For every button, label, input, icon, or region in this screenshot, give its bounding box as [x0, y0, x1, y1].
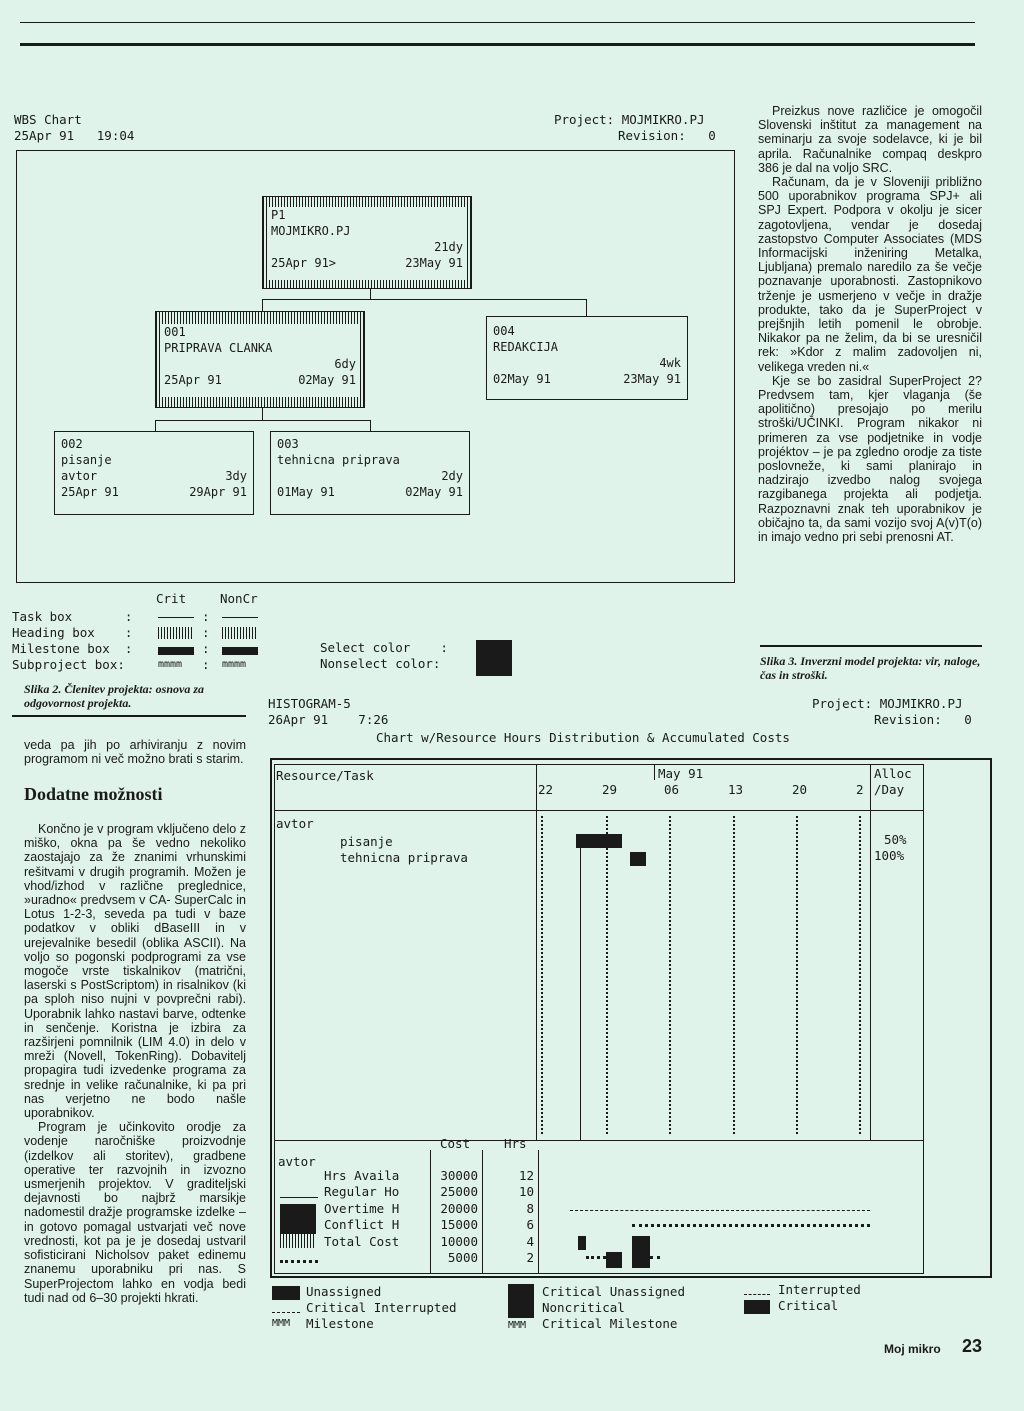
wbs-node-duration: 21dy — [434, 240, 463, 254]
hrs-axis-tick: 2 — [526, 1250, 534, 1265]
legend-swatch-crit-int — [272, 1312, 300, 1313]
legend-swatch-overtime — [280, 1234, 316, 1248]
legend-interrupted: Interrupted — [778, 1282, 861, 1297]
legend-unassigned: Unassigned — [306, 1284, 382, 1299]
wbs-node-003 — [270, 431, 470, 515]
cost-axis-tick: 25000 — [440, 1184, 478, 1200]
legend-milestone: Milestone box : — [12, 641, 133, 656]
legend-task-crit — [158, 617, 194, 618]
caption-rule — [760, 645, 982, 647]
select-color-swatch — [476, 640, 512, 676]
legend-swatch-interrupted — [744, 1294, 770, 1295]
legend-subproject-crit: mmmm — [158, 659, 183, 670]
hist-day: 20 — [792, 782, 808, 797]
hist-alloc: Alloc — [874, 766, 912, 781]
wbs-node-name: tehnicna priprava — [277, 453, 400, 467]
hist-divider — [274, 810, 924, 811]
paragraph: Preizkus nove različice je omogočil Slovenski inštitut za management na seminarju za svoje sodelavce, ki je bil aprila. Računalnike compaq deskpro 386 je dal na voljo SRC. — [758, 104, 982, 175]
wbs-node-top — [262, 196, 472, 289]
connector — [155, 420, 156, 431]
left-column-text — [24, 822, 246, 1305]
wbs-node-name: MOJMIKRO.PJ — [271, 224, 351, 238]
hist-gridline — [606, 816, 608, 1134]
legend-nonselect-color: Nonselect color: — [320, 656, 441, 671]
connector — [370, 420, 371, 431]
legend-line-hrs — [280, 1197, 318, 1198]
cost-axis-tick: 20000 — [440, 1200, 478, 1216]
hist-title: HISTOGRAM-5 — [268, 696, 351, 711]
hrs-available-line — [570, 1210, 870, 1211]
hrs-axis-tick: 8 — [526, 1200, 534, 1216]
connector — [586, 299, 587, 316]
hist-divider — [482, 1150, 483, 1274]
connector — [262, 299, 263, 311]
legend-swatch-crit-milestone: MMM — [508, 1320, 527, 1331]
paragraph: Kje se bo zasidral SuperProject 2? Predvsem tam, kjer vlaganja (še apolitično) presojajo po merilu stroški/UČINKI. Program nikakor ni primeren za vse podjetnike in vodje projéktov – je pa zgledno orodje za tiste poslovneže, ki sami planirajo in nadzirajo izvedbo nalog svojega razgibanega projekta ali podjetja. Razpoznavni znak teh uporabnikov je običajno ta, da sami vozijo svoj A(v)T(o) in imajo vedno pri sebi prenosni AT. — [758, 373, 982, 545]
legend-line-total — [280, 1260, 318, 1263]
wbs-revision: Revision: 0 — [618, 128, 716, 143]
legend-noncritical: Noncritical — [542, 1300, 625, 1315]
paragraph: Program je učinkovito orodje za vodenje naročniške proizvodnje (izdelkov ali storitev), gradbene operative ter razvojnih in izvozno usmerjenih projektov. V graditeljski dejavnosti bo najbrž marsikje nadomestil dražje programske izdelke – in gotovo pomagal ustvarjati več nove vrednosti, kot pa je je dosedaj ustvaril sofisticirani Nicholsov paket edinemu znanemu uporabniku pri nas. S SuperProjectom lahko en vodja bedi tudi nad od 6–30 projekti hkrati. — [24, 1120, 246, 1305]
connector — [262, 408, 263, 420]
figure-caption-2: Slika 2. Členitev projekta: osnova za odgovornost projekta. — [24, 682, 204, 710]
legend-select-color: Select color : — [320, 640, 448, 655]
legend-subproject-noncr: mmmm — [222, 659, 247, 670]
legend-colon: : — [202, 625, 210, 640]
histogram-bar — [632, 1236, 650, 1268]
wbs-node-duration: 3dy — [225, 469, 247, 483]
hist-task-alloc: 100% — [874, 848, 905, 863]
connector — [370, 289, 371, 299]
hrs-axis-tick: 4 — [526, 1233, 534, 1249]
wbs-date: 25Apr 91 19:04 — [14, 128, 135, 143]
wbs-node-duration: 4wk — [659, 356, 681, 370]
legend-swatch-regular — [280, 1204, 316, 1234]
legend-noncr: NonCr — [220, 591, 258, 606]
histogram-bar — [606, 1252, 622, 1268]
cost-axis-tick: 30000 — [440, 1168, 478, 1183]
hist-divider — [274, 1140, 924, 1141]
hist-day: 2 — [856, 782, 864, 797]
wbs-node-id: 001 — [164, 325, 186, 339]
legend-task: Task box : — [12, 609, 133, 624]
wbs-node-name: REDAKCIJA — [493, 340, 559, 354]
total-cost-line — [650, 1256, 660, 1259]
wbs-project: Project: MOJMIKRO.PJ — [554, 112, 705, 127]
wbs-node-end: 23May 91 — [405, 256, 463, 270]
legend-colon: : — [202, 609, 210, 624]
hist-divider — [430, 1150, 431, 1274]
wbs-node-end: 23May 91 — [623, 372, 681, 386]
hist-resource: avtor — [276, 816, 314, 831]
hist-subtitle: Chart w/Resource Hours Distribution & Accumulated Costs — [376, 730, 790, 745]
wbs-node-004 — [486, 316, 688, 400]
wbs-node-start: 01May 91 — [277, 485, 335, 499]
hist-gridline — [859, 816, 861, 1134]
left-column-intro: veda pa jih po arhiviranju z novim programom ni več možno brati s starim. — [24, 738, 246, 767]
caption-rule — [12, 715, 246, 717]
legend-crit: Crit — [156, 591, 187, 606]
gantt-bar — [630, 852, 646, 866]
legend-colon: : — [202, 641, 210, 656]
legend-heading: Heading box : — [12, 625, 133, 640]
histogram-bar — [578, 1236, 586, 1250]
hist-lower-resource: avtor — [278, 1154, 316, 1169]
connector — [155, 420, 370, 421]
hist-day: 13 — [728, 782, 744, 797]
legend-row-label: Hrs Availa — [324, 1168, 400, 1183]
wbs-node-name: PRIPRAVA CLANKA — [164, 341, 273, 355]
hrs-axis-tick: 6 — [526, 1217, 534, 1233]
wbs-node-person: avtor — [61, 469, 98, 483]
legend-milestone: Milestone — [306, 1316, 374, 1331]
hist-col-resource: Resource/Task — [276, 768, 374, 783]
legend-critical: Critical — [778, 1298, 839, 1313]
hist-day: 06 — [664, 782, 680, 797]
wbs-node-name: pisanje — [61, 453, 112, 467]
legend-crit-milestone: Critical Milestone — [542, 1316, 678, 1331]
wbs-node-end: 29Apr 91 — [189, 485, 247, 499]
hist-project: Project: MOJMIKRO.PJ — [812, 696, 963, 711]
wbs-node-start: 25Apr 91 — [61, 485, 119, 499]
hist-divider — [654, 764, 655, 780]
hist-gridline — [541, 816, 543, 1134]
right-column-text — [758, 104, 982, 544]
paragraph: Računam, da je v Sloveniji približno 500 uporabnikov programa SPJ+ ali SPJ Expert. Podpora v okolju je sicer zagotovljena, vendar je dosedaj zastopstvo Computer Associates (MDS Informacijski inženiring Metalka, Ljubljana) premalo naredilo za še večje poznavanje uporabnosti. Zastopnikovo trženje je usmerjeno v večje in dražje produkte, tako da je SuperProject v prejšnjih letih pomenil le obrobje. Nikakor pa ne želim, da bi se uresničil rek: »Kdor z malim zadovoljen ni, velikega vreden ni.« — [758, 175, 982, 374]
legend-task-noncr — [222, 617, 258, 618]
hist-day: 29 — [602, 782, 618, 797]
hist-gridline — [669, 816, 671, 1134]
legend-swatch-critical — [744, 1300, 770, 1314]
wbs-node-start: 02May 91 — [493, 372, 551, 386]
legend-crit-unassigned: Critical Unassigned — [542, 1284, 685, 1299]
hrs-axis-tick: 10 — [518, 1184, 534, 1200]
footer-page-number: 23 — [962, 1336, 983, 1356]
hist-gridline — [733, 816, 735, 1134]
hist-day: 22 — [538, 782, 554, 797]
legend-row-label: Overtime H — [324, 1200, 400, 1216]
top-rule-thin — [20, 22, 975, 23]
hist-perday: /Day — [874, 782, 905, 797]
hist-cost-label: Cost — [440, 1136, 471, 1151]
legend-swatch-milestone: MMM — [272, 1318, 291, 1329]
section-heading: Dodatne možnosti — [24, 784, 163, 804]
hist-divider — [870, 764, 871, 1140]
hist-divider — [538, 1150, 539, 1274]
hist-month: May 91 — [658, 766, 704, 781]
gantt-bar — [576, 834, 622, 848]
legend-heading-crit — [158, 627, 194, 639]
legend-row-label: Regular Ho — [324, 1184, 400, 1200]
wbs-node-id: 004 — [493, 324, 515, 338]
cost-axis-tick: 10000 — [440, 1233, 478, 1249]
hist-task-alloc: 50% — [884, 832, 907, 847]
connector — [262, 299, 587, 300]
wbs-node-id: 002 — [61, 437, 83, 451]
legend-milestone-noncr — [222, 647, 258, 655]
hist-task-name: tehnicna priprava — [340, 850, 468, 865]
legend-row-label: Total Cost — [324, 1233, 400, 1249]
total-cost-line — [632, 1224, 870, 1227]
hist-marker — [580, 848, 581, 1140]
figure-caption-3: Slika 3. Inverzni model projekta: vir, naloge, čas in stroški. — [760, 654, 981, 682]
total-cost-line — [586, 1256, 606, 1259]
wbs-node-duration: 2dy — [441, 469, 463, 483]
top-rule-thick — [20, 43, 975, 46]
wbs-title: WBS Chart — [14, 112, 82, 127]
legend-crit-interrupted: Critical Interrupted — [306, 1300, 457, 1315]
legend-colon: : — [202, 657, 210, 672]
wbs-node-end: 02May 91 — [298, 373, 356, 387]
paragraph: Končno je v program vključeno delo z miško, okna pa še vedno nekoliko zaostajajo za že znanimi vrhunskimi rešitvami v drugih programih. Možen je vhod/izhod v različne preglednice, »uradno« predvsem v CA- SuperCalc in Lotus 1-2-3, seveda pa tudi v baze podatkov v obliki dBaseIII in v urejevalnike besedil (oblika ASCII). Na voljo so pogonski podprogrami za vse mogoče vrste tiskalnikov (matrični, laserski s PostScriptom) in risalnikov (ki pa sploh niso nujni v povprečni rabi). Uporabnik lahko nastavi barve, odtenke in senčenje. Koristna je izbira za razširjeni pomnilnik (LIM 4.0) in delo v mreži (Novell, TokenRing). Dobavitelj propagira tudi izvedenke programa za srednje in velike računalnike, ki pa pri nas verjetno ne bodo našle uporabnikov. — [24, 822, 246, 1121]
legend-swatch-unassigned — [272, 1286, 300, 1300]
wbs-node-duration: 6dy — [334, 357, 356, 371]
hist-task-name: pisanje — [340, 834, 393, 849]
legend-subproject: Subproject box: — [12, 657, 125, 672]
legend-heading-noncr — [222, 627, 258, 639]
footer-magazine: Moj mikro — [884, 1342, 941, 1356]
wbs-node-start: 25Apr 91> — [271, 256, 337, 270]
legend-milestone-crit — [158, 647, 194, 655]
wbs-node-start: 25Apr 91 — [164, 373, 222, 387]
hist-hrs-label: Hrs — [504, 1136, 527, 1151]
wbs-node-id: P1 — [271, 208, 286, 222]
hist-revision: Revision: 0 — [874, 712, 972, 727]
wbs-node-id: 003 — [277, 437, 299, 451]
wbs-node-end: 02May 91 — [405, 485, 463, 499]
wbs-node-001 — [155, 311, 365, 408]
hist-divider — [536, 764, 537, 1140]
hist-gridline — [796, 816, 798, 1134]
legend-swatch-crit-unassigned — [508, 1284, 534, 1318]
legend-row-label: Conflict H — [324, 1217, 400, 1233]
wbs-node-002 — [54, 431, 254, 515]
cost-axis-tick: 5000 — [447, 1250, 478, 1265]
cost-axis-tick: 15000 — [440, 1217, 478, 1233]
hrs-axis-tick: 12 — [518, 1168, 534, 1183]
hist-date: 26Apr 91 7:26 — [268, 712, 389, 727]
